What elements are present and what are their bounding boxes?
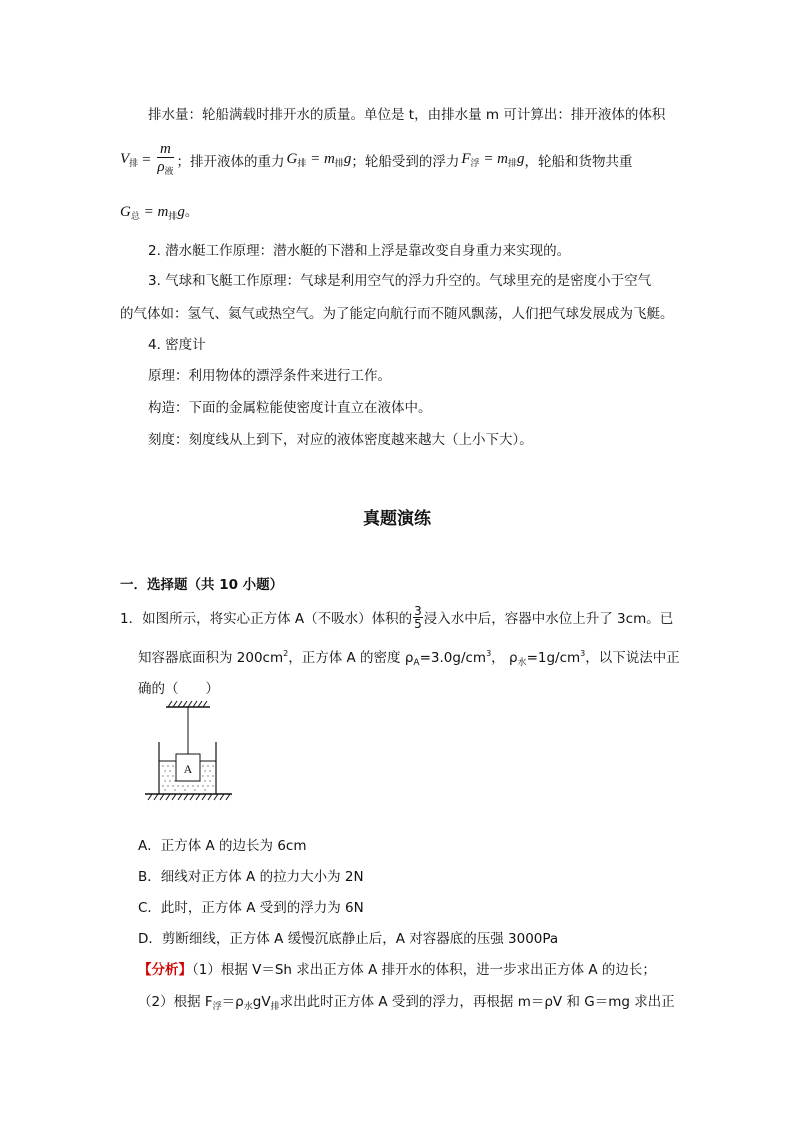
- volume-symbol: $V_排$: [120, 151, 139, 168]
- density-meter-principle: 原理：利用物体的漂浮条件来进行工作。: [148, 368, 391, 384]
- container-figure: [140, 700, 240, 815]
- intro-formula-line: [120, 139, 633, 181]
- three-fifths-fraction: [413, 605, 423, 630]
- section-title: 真题演练: [363, 509, 431, 529]
- stem-text-a: 1．如图所示，将实心正方体 A（不吸水）体积的: [120, 611, 413, 627]
- fraction-numerator: m: [157, 141, 173, 158]
- density-meter-scale: 刻度：刻度线从上到下，对应的液体密度越来越大（上小下大）。: [148, 432, 533, 448]
- stem-text-b: 浸入水中后，容器中水位上升了 3cm。已: [423, 611, 674, 627]
- intro-line-1: [148, 103, 665, 123]
- question-stem-line-3: 确的（ ）: [138, 681, 219, 697]
- buoyancy-text: ；轮船受到的浮力: [351, 154, 460, 170]
- gravity-text: ；排开液体的重力: [176, 154, 285, 170]
- fraction-denominator: 5: [414, 616, 422, 631]
- analysis-text-1: （1）根据 V＝Sh 求出正方体 A 排开水的体积，进一步求出正方体 A 的边长；: [192, 962, 656, 978]
- point-3-line-1: 3. 气球和飞艇工作原理：气球是利用空气的浮力升空的。气球里充的是密度小于空气: [148, 273, 652, 289]
- fraction-denominator: $\rho_液$: [157, 158, 174, 176]
- ceiling-hatch: [168, 701, 207, 707]
- volume-fraction: [157, 141, 173, 180]
- total-weight-line: [120, 200, 198, 222]
- option-a[interactable]: A．正方体 A 的边长为 6cm: [138, 838, 307, 854]
- subsection-heading: 一．选择题（共 10 小题）: [120, 577, 284, 593]
- gravity-formula: $G_排 = m_排g$: [286, 151, 352, 168]
- analysis-tag: 【分析】: [138, 962, 192, 978]
- total-text: ，轮船和货物共重: [524, 154, 633, 170]
- analysis-line-1: [138, 958, 656, 978]
- option-c[interactable]: C．此时，正方体 A 受到的浮力为 6N: [138, 900, 364, 916]
- question-stem-line-2: 知容器底面积为 $200cm^2$，正方体 A 的密度 $\rho_A=3.0g/cm^3$， $\rho_水=1g/cm^3$，以下说法中正: [138, 649, 680, 668]
- density-meter-structure: 构造：下面的金属粒能使密度计直立在液体中。: [148, 400, 432, 416]
- point-4: 4. 密度计: [148, 337, 206, 353]
- intro-line-1-text: 排水量：轮船满载时排开水的质量。单位是 t，由排水量 m 可计算出：排开液体的体积: [148, 107, 666, 123]
- point-3-line-2: 的气体如：氢气、氦气或热空气。为了能定向航行而不随风飘荡，人们把气球发展成为飞艇。: [120, 306, 674, 322]
- ground-hatch: [148, 794, 230, 800]
- point-2: 2. 潜水艇工作原理：潜水艇的下潜和上浮是靠改变自身重力来实现的。: [148, 243, 571, 259]
- total-weight-formula: $G_总 = m_排g$: [120, 204, 185, 221]
- analysis-line-2: （2）根据 $F_浮=\rho_水gV_排$求出此时正方体 A 受到的浮力，再根据 m＝ρV 和 G＝mg 求出正: [138, 994, 675, 1012]
- question-stem-line-1: [120, 598, 673, 636]
- cube-label: A: [183, 762, 193, 776]
- buoyancy-formula: $F_浮 = m_排g$: [461, 151, 525, 168]
- period: 。: [184, 204, 199, 220]
- option-d[interactable]: D．剪断细线，正方体 A 缓慢沉底静止后，A 对容器底的压强 3000Pa: [138, 931, 559, 947]
- option-b[interactable]: B．细线对正方体 A 的拉力大小为 2N: [138, 869, 364, 885]
- fraction-numerator: 3: [414, 603, 422, 618]
- equals-sign: =: [141, 151, 152, 168]
